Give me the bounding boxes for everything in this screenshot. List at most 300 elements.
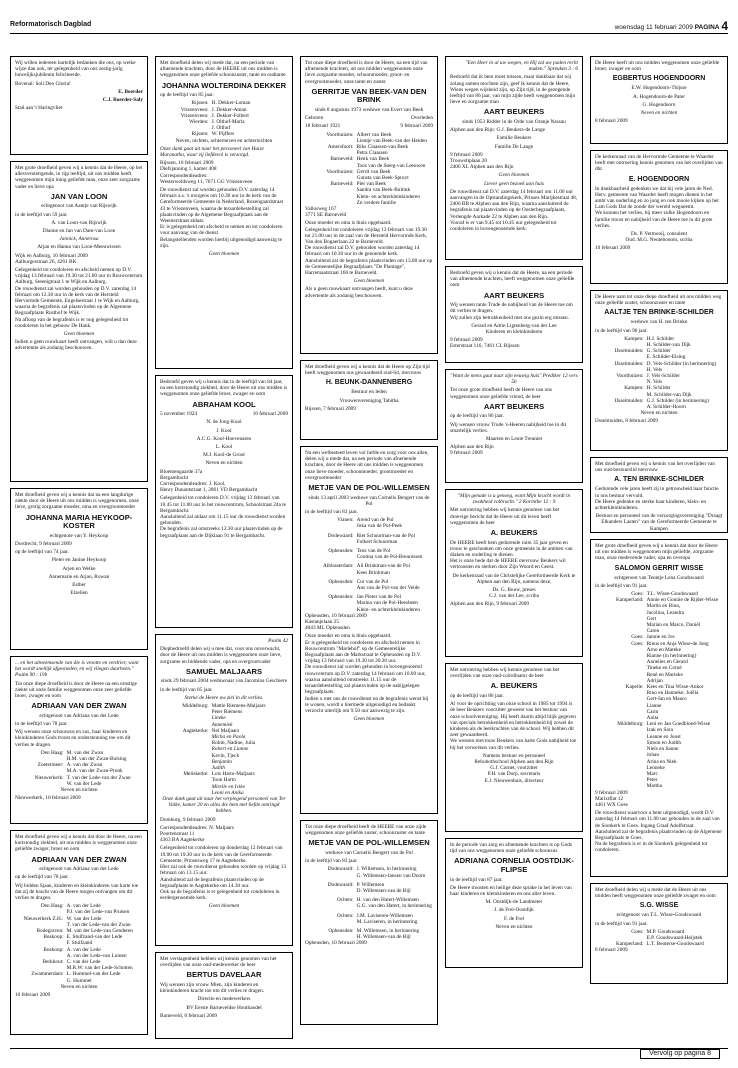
relative-row: Nieuwerkerk Z.H.: W. van der Lede	[23, 915, 102, 922]
ad-intro: Bedroefd geven wij u kennis dat de Heere, na een periode van afnemende krachten, heeft weggenomen onze geliefde oom	[450, 270, 575, 289]
deceased-name: AART BEUKERS	[483, 401, 545, 411]
ad-van-der-zwan-2	[10, 830, 148, 1035]
family-line: G. Hogendoorn	[642, 101, 676, 108]
deceased-name: ADRIAAN VAN DER ZWAN	[31, 854, 127, 864]
date-line	[305, 115, 433, 121]
deceased-name: SALOMON GERRIT WISSE	[614, 564, 704, 572]
relative-row: Nieuwerkerk: T. van der Lede-van der Zwan	[34, 774, 131, 781]
ad-aaltje-ten-brinke	[590, 290, 728, 451]
deceased-name: SAMUËL MALJAARS	[185, 666, 263, 676]
relative-row: Opheusden: Teus van de Pol	[328, 548, 391, 555]
age-line: in de leeftijd van 59 jaar.	[15, 211, 68, 218]
relative-row: Arina en Niek	[646, 758, 677, 765]
ad-body: Gedurende vele jaren heeft zij in getrouwheid haar functie in ons bestuur vervuld. De Heere gedenke en sterke haar kinderen, klein- en achterkleinkinderen.	[595, 486, 719, 512]
ad-body: De HEERE heeft hem gedurende ruim 35 jaar geven en trouw te geschonken om onze gemeente in de ambten van diaken en ouderling te dienen. Het is onze bede dat de HEERE mevrouw Beukers wil vertroosten en sterken door Zijn Woord en Geest.	[450, 539, 573, 571]
ad-intro: Bedroefd geven wij u kennis dat in de leeftijd van 84 jaar, na een kortstondig ziekbed, door de Heere uit ons midden is weggenomen onze geliefde broer, zwager en oom	[160, 379, 288, 398]
relative-row: Klein- en achterkleinkinderen	[356, 606, 420, 613]
age-line: in de leeftijd van 83 jaar.	[305, 509, 358, 516]
family-line: E.W. Hogendoorn-Thijsse	[631, 85, 687, 92]
place: Alphen aan den Rijn:	[450, 127, 496, 134]
place: Nieuwerkerk, 10 februari 2009	[15, 795, 81, 802]
thanks-note: Onze dank gaat uit naar het personeel van Huize Maranatha, waar zij liefdevol is verzorgd.	[160, 145, 264, 159]
bible-verse: "Want de mens gaat naar zijn eeuwig huis" Prediker 12 vers 5b	[450, 373, 578, 386]
ad-body: Onze moeder en oma is thuis opgebaard. Gelegenheid tot condoleren vrijdag 13 februari van 19.30 tot 21.00 uur in de zaal van de Hersteld Hervormde Kerk, Van den Bogaerlaan 22 te Barneveld. De rouwdienst zal D.V. gehouden worden zaterdag 14 februari om 10.30 uur in de genoemde kerk. Aansluitend zal de begrafenis plaatsvinden om 13.00 uur op de Gemeentelijke Begraafplaats "De Plantage", Harremaatstraat 166 te Barneveld.	[305, 220, 433, 277]
relative-row: Dodewaard: J. Willemsen, in herinnering	[327, 866, 417, 873]
ad-body: De rouwdienst zal worden gehouden D.V. zaterdag 14 februari a.s. 's morgens om 10.30 uur in de kerk van de Gereformeerde Gemeente in Nederland, Rozengaardstraat 43 te Vriezenveen, waarna de teraardebestelling zal plaatsvinden op de Algemene Begraafplaats aan de Weemerstraat aldaar. Er is gelegenheid om afscheid te nemen en tot condoleren voor aanvang van de dienst. Belangstellenden worden hierbij uitgenodigd aanwezig te zijn.	[160, 187, 284, 249]
nephews-line: Neven en nichten	[495, 923, 533, 930]
relative-row: Zoetermeer: A. van der Zwan	[37, 762, 103, 769]
nephews-line: Neven en nichten	[205, 460, 243, 467]
relative-row: Middelburg: Leni en Jan Goedbloed-Wisse	[617, 721, 711, 728]
relative-row: IJsselmuiden: D. Vels-Schilder (in herinnering)	[614, 360, 717, 367]
relative-row: Klein- en achterkleinkinderen	[356, 193, 420, 200]
ad-intro: Diepbedroefd delen wij u mee dat, voor ons onverwacht, door de Heere uit ons midden is weggenomen onze lieve, zorgzame en biddende vader, opa en overgrootvader	[160, 646, 282, 665]
age-line: in de leeftijd van 85 jaar.	[160, 686, 213, 693]
age-line: op de leeftijd van 85 jaar.	[160, 92, 214, 99]
family-line: Elzelien	[70, 590, 88, 597]
ad-intro: Met droefheid delen wij mede dat, na een periode van afnemende krachten, door de HEERE uit ons midden is weggenomen onze geliefde schoonzuster, tante en oudtante	[160, 60, 286, 79]
address: Opheusden, 10 februari 2009 Kastanjelaan 25 4043 ML Opheusden	[305, 612, 367, 632]
ad-intro: Tot onze diepe droefheid is door de Heere na een ernstige ziekte uit onze familie weggenomen onze zeer geliefde broer, zwager en oom	[15, 680, 137, 700]
signature: Gerard en Adrie Ligtenberg-van der Lee Kinderen en kleinkinderen	[471, 322, 557, 336]
deceased-name: A. BEUKERS	[490, 528, 538, 538]
relative-row: Niels en Sanne	[646, 746, 679, 753]
relative-row: Izak en Sara	[646, 727, 673, 734]
ad-intro: Tot onze diepe droefheid is door de Heere, na een tijd van afnemende krachten, uit ons midden weggenomen onze lieve zorgzame moeder, schoonmoeder, groot- en overgrootmoeder, onze tante en zuster	[305, 60, 428, 85]
relative-row: Marc	[646, 770, 658, 777]
relative-row: A. Schilder-Hoorn	[646, 404, 686, 411]
relative-row: Opheusden: Cor van de Pol	[328, 578, 389, 585]
relative-row: Gert	[646, 615, 657, 622]
date-line	[305, 123, 433, 129]
relative-row: Ans van de Pol-van der Velde	[356, 585, 420, 592]
relative-row: P.J. van der Lede-van Pruisen	[66, 909, 130, 916]
relative-row: Kamperland: Annie en Gonnie de Rijder-Wisse	[615, 597, 719, 604]
family-line: Familie De Lange	[494, 143, 534, 150]
spouse-line: sinds 29 februari 2004 weduwnaar van Jacomina Geschiere	[160, 678, 288, 685]
relative-row: Opheusden: M. Willemsen, in herinnering	[328, 928, 420, 935]
relative-row: Kevin, Tjeck	[211, 752, 240, 759]
column-2	[155, 56, 293, 1041]
signature: Bestuur en personeel van de verzorgingsvereniging "Draagt Elkanders Lasten" van de Gereformeerde Gemeente te Kampen	[595, 513, 723, 532]
relative-row: Sandra van Beek-Buitink	[356, 187, 411, 194]
relative-row: Lineke	[211, 715, 226, 722]
relative-row: Johan	[646, 752, 659, 759]
family-line: A. van Loon-van Rijswijk	[51, 219, 107, 226]
ad-heykoop-koster	[10, 488, 148, 650]
relative-row: Aagtekerke: Nel Maljaars	[182, 727, 240, 734]
address: Rijssen, 10 februari 2009 Diefsjanning 1, kamer 408 Correspondentieadres: Westerwoldsweg 11, 7671 GG Vriezenveen	[160, 160, 253, 185]
relative-row: Goes: M.P. Goudswaard	[631, 928, 685, 935]
born-date: 18 februari 1921	[305, 123, 341, 130]
age-line: in de leeftijd van 78 jaar.	[15, 721, 68, 728]
ad-body: In dankbaarheid gedenken we dat hij vele jaren de Ned. Herv. gemeente van Waarder heeft mogen dienen in het ambt van ouderling en zo jong en ook mooie kijken op het Lam Gods Dat de zonde der wereld wegneemt. We kunnen het verlies, bij meer zulke Hogendoorn en familie troost en nabijheid van de Heere toe in dit grote verlies.	[595, 185, 719, 229]
deceased-name: METJE VAN DE POL-WILLEMSEN	[308, 838, 430, 848]
bible-verse: Psalm 42	[268, 638, 288, 644]
page-number: 4	[721, 19, 728, 33]
place: 8 februari 2009	[595, 947, 628, 954]
ad-body: De rouwdienst zal D.V. zaterdag 14 februari om 11.00 uur aanvangen in de Opstandingskerk, Prinses Marijkestraat 48, 2406 BB te Alphen aan den Rijn, waarna aansluitend de begrafenis zal plaatsvinden op de Oosterbegraafplaats, Verlengde Aarkade 22 te Alphen aan den Rijn. Vooraf is er van 9.45 tot 10.45 uur gelegenheid tot condoleren in bovengenoemde kerk.	[450, 188, 578, 233]
relative-row: Den Haag: A. van der Lede	[40, 903, 101, 910]
relative-row: E. Schilder-Elsing	[646, 354, 686, 361]
relative-row: Vianen: Arend van de Pol	[337, 517, 394, 524]
ad-body: Wij wensen vrouw Trude 's-Heeren nabijheid toe in dit smartelijk verlies.	[450, 421, 567, 434]
family-line: N. de Jong-Kool	[206, 419, 242, 426]
flowers-note: Geen bloemen	[63, 331, 95, 338]
signature: Ds. P. Vermooij, consulent Oud. M.G. Neutebooom, scriba	[625, 231, 693, 244]
spouse-line: echtgenoot van Adriana van der Lede	[39, 866, 119, 873]
ad-intro: Tot onze diepe droefheid heeft de HEERE van onze zijde weggenomen onze geliefde zuster, schoonzuster en tante	[305, 824, 427, 837]
ad-a-ten-brinke	[590, 457, 728, 533]
ad-samuel-maljaars	[155, 634, 293, 946]
relative-row: Kees Brinkman	[356, 569, 390, 576]
relative-row: Wierden: J. Olthof-Marla	[189, 119, 245, 126]
family-line: Familie Beukers	[496, 135, 532, 142]
relative-row: Arno en Mateke	[646, 646, 682, 653]
relative-row: Voorthuizen: Albert van Beek	[326, 131, 392, 138]
address: Correspondentieadres: N. Maljaars Poortenstraat 11 4363 BA Aagtekerke	[160, 824, 234, 844]
dateline	[614, 19, 728, 33]
ad-body: Gelegenheid tot condoleren op donderdag 12 februari van 19.00 tot 19.30 uur in de kerk van de Gereformeerde Gemeente, Prinsesweg 17 te Aagtekerke. Hier zal ook de rouwdienst gehouden worden op vrijdag 13 februari om 13.15 uur. Aansluitend zal de begrafenis plaatsvinden op de begraafplaats te Aagtekerke om 14.30 uur. Ook na de begrafenis is er gelegenheid tot condoleren in eerdergenoemde kerk.	[160, 845, 287, 902]
relative-row: Zn verdere familie	[356, 199, 397, 206]
age-line: in de leeftijd van 83 jaar.	[305, 858, 358, 865]
deceased-name: H. BEUNK-DANNENBERG	[325, 379, 413, 387]
ad-body: De Heere troosten en heilige deze sprake in het leven van haar kinderen en kleinkinderen en ons aller leven.	[450, 884, 572, 897]
family-line: Esther	[72, 582, 86, 589]
relative-row: Lenneke	[646, 764, 665, 771]
relative-row: Rijssen: W. Pijffers	[191, 131, 235, 138]
relative-row: Annemiek	[211, 721, 233, 728]
relative-row: Robin, Nadine, Julia	[211, 740, 256, 747]
ad-aart-beukers-2	[445, 266, 583, 363]
relative-row: Toon Harto	[211, 777, 236, 784]
relative-row: E.P. Goudswaard-Heijstek	[646, 935, 703, 942]
relative-row: Jacolina, Leandra	[646, 609, 684, 616]
relative-row: Carin	[646, 708, 659, 715]
signature: Directie en medewerkers	[197, 996, 251, 1003]
widow: G.J. Beukers-de Lange	[496, 127, 546, 134]
ad-intro: Tot onze grote droefheid heeft de Heere van ons weggenomen onze geliefde vriend, de heer	[450, 387, 552, 400]
signature: De kerkenraad van de Christelijke Gereformeerde Kerk te Alphen aan den Rijn, namens deze,	[452, 572, 576, 585]
flowers-note: Geen bloemen	[208, 251, 240, 258]
ad-intro: Met ontroering hebben wij kennis genomen van het overlijden van onze oud-coördinator de heer	[450, 667, 560, 680]
flowers-note: Geen bloemen	[353, 716, 385, 723]
relatives-list	[595, 591, 723, 790]
relative-row: M. Schilder-van Dijk	[646, 391, 692, 398]
address: Vallosweg 167 3771 SE Barneveld	[305, 206, 347, 219]
column-5	[590, 56, 728, 1041]
ad-intro: De kerkenraad van de Hervormde Gemeente te Waarder heeft met ontroering kennis genomen van het overlijden van dhr.	[595, 154, 723, 173]
relative-row: Marina van de Pol-Heesbeen	[356, 600, 418, 607]
age-line: in de leeftijd van 87 jaar.	[450, 876, 503, 883]
relative-row: H. Schilder-van Dijk	[646, 342, 691, 349]
relative-row: W. van der Lede	[66, 780, 102, 787]
deceased-name: METJE VAN DE POL-WILLEMSEN	[308, 483, 430, 493]
relative-row: H.M. van der Zwan-Bulsing	[66, 756, 127, 763]
relative-row: N. Vels	[646, 379, 663, 386]
relative-row: Gunsta van Beek-Spruyt	[356, 175, 409, 182]
relative-row: D. Willemsen-van de Bijl	[356, 888, 411, 895]
relative-row: M.R.W. van der Lede-Schotten	[66, 965, 133, 972]
relative-row: A. van der Lede-van Luinen	[66, 952, 127, 959]
ad-intro: Na een welbesteed leven vol liefde en zorg voor ons allen, delen wij u mede dat, na een periode van afnemende krachten, door de Heere uit ons midden is weggenomen onze lieve moeder, schoonmoeder, grootmoeder en overgrootmoeder	[305, 450, 429, 481]
relative-row: Peter	[646, 777, 658, 784]
relative-row: Peter Riemens	[211, 709, 243, 716]
continued-on-page-link[interactable]: Vervolg op pagina 8	[640, 1049, 720, 1059]
ad-metje-van-de-pol-2	[300, 820, 438, 1025]
relative-row: Barneveld: Piet van Beek	[330, 181, 387, 188]
ad-van-der-zwan-1	[10, 656, 148, 824]
deceased-name: EGBERTUS HOGENDOORN	[612, 75, 706, 83]
relative-row: Annelies en Gerard	[646, 659, 688, 666]
ad-egbertus-hogendoorn	[590, 56, 728, 144]
family-line: M.J. Kool-de Groot	[203, 452, 245, 459]
deceased-name: E. HOGENDOORN	[628, 175, 690, 183]
page-footer-rule	[10, 1048, 728, 1049]
relative-row: Ochten: H. van den Hatert-Willemsen	[336, 897, 419, 904]
place: 8 februari 2009	[595, 118, 628, 125]
column-3	[300, 56, 438, 1041]
ad-oostdijk-flipse	[445, 838, 583, 968]
family-line: Dianne en Jan van Dam-van Loon	[42, 228, 116, 235]
bible-verse: "Mijn genade is u genoeg, want Mijn kracht wordt in zwakheid volbracht." 2 Korinthe 12 : 9	[457, 493, 571, 506]
relative-row: Caren	[646, 628, 660, 635]
age-line: in de leeftijd van 90 jaar.	[595, 327, 648, 334]
column-1	[10, 56, 148, 1041]
signature: Bestuur en leden	[351, 389, 387, 396]
relative-row: Barneveld: Henk van Beek	[330, 156, 390, 163]
header-date: woensdag 11 februari 2009	[614, 24, 693, 31]
deceased-name: GERRITJE VAN BEEK-VAN DEN BRINK	[311, 86, 427, 105]
signature: Vrouwenvereniging Tabitha	[339, 397, 399, 404]
relative-row: Tineke en Corné	[646, 665, 682, 672]
relative-row: IJsselmuiden: G. Schilder	[614, 348, 671, 355]
address: Wijk en Aalburg, 10 februari 2009 Aalburgerstraat 26, 4261 BK	[15, 252, 88, 265]
ad-aart-beukers-3	[445, 369, 583, 483]
address: Bloemengaarde 37a Bergambacht Correspondentieadres: J. Kool, Henry Dunantstraat 1, 2861 VD Bergambacht	[160, 468, 258, 494]
died-label: Overleden	[410, 115, 433, 122]
spouse-line: weduwe van H. ten Brinke	[630, 319, 688, 326]
deceased-name: AART BEUKERS	[483, 107, 545, 117]
deceased-name: JAN VAN LOON	[50, 191, 108, 201]
relative-row: Kamperland: L.T. Beuterse-Goudswaard	[615, 941, 704, 948]
place: Opheusden, 10 februari 2009	[305, 940, 367, 947]
spouse-line: echtgenote van Y. Heykoop	[49, 532, 109, 539]
relative-row: Rijssen: H. Dekker-Loman	[191, 100, 251, 107]
age-line: in de leeftijd van 91 jaar.	[595, 582, 648, 589]
nephews-line: Neven en nichten	[640, 110, 678, 117]
relative-row: Marian en Marco, Daniël	[646, 622, 701, 629]
relative-row: Benjamin	[211, 758, 232, 765]
relative-row: Middelburg: Mattie Riemens-Maljaars	[182, 703, 266, 710]
spouse-line: sinds 13 april 2003 weduwe van Cornelis Bengert van de Pol	[308, 494, 430, 507]
ad-body: Wij bidden Sjaan, kinderen en kleinkinderen van harte toe dat zij de kracht van de Heere mogen ontvangen om dit verlies te dragen.	[15, 882, 139, 902]
ad-intro: Met grote droefheid geven wij u kennis dat de Heere, op het allesvernietigende, in rijp leeftijd, uit ons midden heeft weggenomen mijn innig geliefde man, onze zeer zorgzame vader en lieve opa	[15, 165, 143, 190]
bible-verse: ... en het uitneemsende van die is vrootte en verdriet; want het wordt snellijk afgesneden, en wij vliegen daarheen." Psalm 90 : 10b	[15, 660, 139, 679]
ad-gerritje-van-beek	[300, 56, 438, 354]
page-header	[10, 19, 728, 34]
deceased-name: BERTUS DAVELAAR	[186, 970, 262, 980]
relative-row: Amersfoort: Riks Claassen-van Beek	[327, 144, 409, 151]
address: 9 februari 2009 Esterstraat 116, 7461 CL Rijssen	[450, 337, 520, 350]
relative-row: Rianne (in herinnering)	[646, 653, 697, 660]
age-line: op de leeftijd van 86 jaar.	[450, 413, 504, 420]
ad-intro: Met droefheid geven wij u kennis dat door de Heere, na een kortstondig ziekbed, uit ons midden is weggenomen onze geliefde zwager, broer en oom	[15, 834, 142, 853]
ad-text: Bovenal: Soli Deo Gloria!	[15, 80, 71, 87]
relative-row: Anita	[646, 715, 659, 722]
ad-footer: Als u geen rouwkaart ontvangen heeft, kunt u deze advertentie als zodanig beschouwen.	[305, 286, 413, 299]
ad-a-beukers-church	[445, 489, 583, 657]
place: Domburg, 9 februari 2009	[160, 816, 216, 823]
ad-intro: Met grote droefheid geven wij u kennis dat door de Heere uit ons midden is weggenomen mijn geliefde, zorgzame man, onze medevende vader, opa en overopa	[595, 543, 718, 562]
family-line: J. Kool	[216, 427, 232, 434]
relative-row: Vriezenveen: J. Dekker-Aman	[180, 106, 247, 113]
address: 9 februari 2009 Trouwstiplaan 20 2406 XL Alphen aan den Rijn	[450, 151, 514, 171]
relative-row: G. Hummel	[66, 977, 92, 984]
ad-s-g-wisse	[590, 883, 728, 984]
place: Rijssen, 7 februari 2009	[305, 405, 356, 412]
family-line: Arjen en Welke	[62, 565, 96, 572]
relative-row: T. van der Lede-van der Zwan	[66, 921, 131, 928]
signature: Ds. G. Bouw, preses C.J. van der Lee, scriba	[489, 587, 539, 600]
page-label: PAGINA	[694, 24, 720, 31]
ad-body: Al voor de oprichting van onze school in 1985 tot 1994 is de heer Beukers voorzitter geweest van het bestuur van onze schoolvereniging. Hij heeft daarin altijd blijk gegeven van speciale betrokkenheid en betrokkenheid bij zowel de kinderen als de leerkrachten van de school. Wij hebben dit zeer gewaardeerd. We wensen mevrouw Beukers van harte Gods nabijheid toe bij het verwerken van dit verlies.	[450, 701, 577, 751]
place: Alphen aan den Rijn 9 februari 2009	[450, 444, 494, 457]
deceased-name: ADRIAAN VAN DER ZWAN	[31, 701, 127, 711]
relative-row: Kapelle: Kees en Tina Wisse-Ankor	[625, 684, 704, 691]
place: Barneveld, 8 februari 2009	[160, 1012, 218, 1019]
ad-bertus-davelaar	[155, 952, 293, 1039]
relative-row: M.A. van der Zwan-Pronk	[66, 768, 123, 775]
ad-intro: Bedroefd dat ik hem moet missen, maar dankbaar dat wij zolang samen mochten zijn, geef ik kennis dat de Heere, Wiens wegen wijsheid zijn, op Zijn tijd, in de gezegende leeftijd van 86 jaar, van mijn zijde heeft weggenomen mijn lieve en zorgzame man	[450, 74, 576, 106]
nephews-line: Neven en nichten	[60, 983, 98, 990]
relative-row: F. Stuifzand	[66, 940, 93, 947]
relative-row: Mirelle en Ivike	[211, 783, 245, 790]
nephews-line: Neven en nichten	[640, 410, 678, 417]
family-line: Annemarie en Arjan, Rowan	[48, 573, 110, 580]
relative-row: Goes: Rinus en Anja Wisse-de Jong	[631, 640, 709, 647]
flowers-note: Geen bloemen	[208, 903, 240, 910]
died-date: 9 februari 2009	[400, 123, 433, 130]
deceased-name: AART BEUKERS	[483, 290, 545, 300]
relative-row: Voorthuizen: Gerrit van Beek	[326, 168, 391, 175]
place: Dordrecht, 9 februari 2009	[15, 541, 72, 547]
relative-row: Gert-Jan en Mauro	[646, 696, 687, 703]
family-line: J. de Frel-Oostdijk	[494, 907, 534, 914]
relative-row: Rino en Hanneke, Joëlla	[646, 690, 699, 697]
relative-row: Dodewaard: Riet Schuurman-van de Pol	[327, 532, 416, 539]
relative-row: J. Olthof	[211, 125, 231, 132]
relative-row: Lientje van Beek-van der Heiden	[356, 137, 427, 144]
deceased-name: ADRIANA CORNELIA OOSTDIJK-FLIPSE	[454, 856, 574, 874]
relative-row: Robert en Lianne	[211, 746, 249, 753]
flowers-note: Geen bloemen	[498, 172, 530, 179]
relative-row: Toos van de Steeg-van Leeuwen	[356, 162, 426, 169]
deceased-name: AALTJE TEN BRINKE-SCHILDER	[604, 309, 714, 317]
deceased-name: JOHANNA MARIA HEYKOOP-KOSTER	[25, 512, 133, 531]
ad-thanks-boerder	[10, 56, 148, 155]
spouse-line: sinds 8 augustus 1973 weduwe van Evert van Beek	[314, 107, 424, 113]
signature: Maarten en Lenie Treuniet	[485, 436, 543, 443]
signature: Namens bestuur en personeel Rehobothschool Alphen aan den Rijn G.J. Cornet, voorzitter P.H. van Dorp, secretaris E.J. Nieuwenhuis, directeur	[474, 752, 554, 784]
relative-row: H. Willemsen-van de Bijl	[356, 934, 411, 941]
ad-intro: Met droefheid geven wij u kennis dat de Heere op Zijn tijd heeft weggenomen ons gewaardeerd oud-lid, mevrouw	[305, 364, 430, 377]
place: 10 februari 2009	[15, 992, 51, 999]
ad-beunk-dannenberg	[300, 360, 438, 440]
relative-row: M. Laviseren, in herinnering	[356, 918, 418, 925]
deceased-name: ABRAHAM KOOL	[192, 399, 256, 409]
relative-row: Zwammerdam: L. Hummel-van der Lede	[31, 971, 121, 978]
died-date: 10 februari 2009	[252, 411, 288, 418]
ad-intro: Met droefheid geven wij u kennis dat na een langdurige ziekte door de Heere uit ons midden is weggenomen, onze lieve, grotig zorgzame moeder, oma en overgrootmoeder	[15, 492, 139, 511]
ad-body: Gelegenheid tot condoleren en afscheid nemen op D.V. vrijdag 13 februari van 19.30 tot 21.00 uur in Rouwcentrum Aalburg, Steenigtraat 1 te Wijk en Aalburg. De rouwdienst zal worden gehouden op D.V. zaterdag 14 februari om 12.30 uur in de kerk van de Hersteld Hervormde Gemeente, Engelsestraat 1 te Wijk en Aalburg, waarna de begrafenis zal plaatsvinden op de Algemene Begraafplaats Rusthof te Wijk. Na afloop van de begrafenis is er nog gelegenheid tot condoleren in het gebouw De Hank.	[15, 267, 143, 329]
place: IJsselmuiden, 8 februari 2009	[595, 418, 658, 425]
relative-row: Kampen: H. Schilder	[624, 385, 671, 392]
age-line: op de leeftijd van 78 jaar.	[15, 874, 69, 881]
address: 9 februari 2009 Marixtflat 12 4461 WX Goes	[595, 789, 628, 808]
relative-row: Petra Claassen	[356, 150, 388, 157]
family-line: A.C.G. Kool-Hoevenaren	[196, 435, 252, 442]
masthead: Reformatorisch Dagblad	[10, 21, 92, 28]
ad-jan-van-loon	[10, 161, 148, 482]
relative-row: Ochten: J.M. Laviseren-Willemsen	[336, 912, 413, 919]
relative-row: Micha en Paola	[211, 734, 246, 741]
ad-body: Gelegenheid tot condoleren D.V. vrijdag 13 februari van 10.45 tot 11.00 uur in het rouwcentrum, Schoolstraat 24a te Bergambacht. Aansluitend zal aldaar om 11.15 uur de rouwdienst worden gehouden. De begrafenis zal omstreeks 12.30 uur plaatsvinden op de begraafplaats aan de Dijklaan 91 te Bergambacht.	[160, 495, 287, 539]
ad-body: Wij wensen tante Trude de nabijheid van de Heere toe om dit verlies te dragen. Wij zullen zijn betrokkenheid met ons gezin erg missen.	[450, 302, 573, 321]
deceased-name: S.G. WISSE	[639, 902, 679, 910]
ad-intro: Met droefheid geven wij u kennis van het overlijden van ons oud-bestuurslid mevrouw	[595, 461, 715, 474]
family-line: L. Kool	[215, 444, 233, 451]
ad-aart-beukers-1	[445, 56, 583, 260]
family-line: Pieter en Janine Heykoop	[51, 557, 107, 564]
spouse-line: echtgenoot van Teuntje Lena Goudswaard	[614, 574, 704, 581]
relative-row: Vriezenveen: J. Dekker-Folbert	[180, 112, 249, 119]
relative-row: Alblasserdam: Ali Brinkman-van de Pol	[323, 563, 411, 570]
spouse-line: sinds 1953 Ridder in de Orde van Oranje Nassau	[462, 119, 566, 126]
signature: E. Boerder	[118, 88, 143, 95]
relative-row: G.G. van den Hatert, in herinnering	[356, 903, 432, 910]
spouse-line: echtgenoot van Adriana van der Lede	[39, 712, 119, 719]
column-4	[445, 56, 583, 1041]
family-line: M. Oostdijk-de Landmeter	[485, 899, 543, 906]
born-label: Geboren	[305, 115, 324, 122]
ad-intro: De Heere nam tot onze diepe droefheid uit ons midden weg onze geliefde zuster, schoonzuster en tante	[595, 294, 722, 307]
ad-intro: Met verslagenheid hebben wij kennis genomen van het overlijden van onze oud-medewerker de heer	[160, 956, 277, 969]
nephews-line: Neven, nichten, achterneven en achternichten	[175, 137, 273, 144]
relative-row: Kampen: H.J. Schilder	[624, 335, 675, 342]
ad-body: De rouwdienst waarvoor u bent uitgenodigd, wordt D.V. zaterdag 14 februari om 11.00 uur gehouden in de zaal van de Sionkerk te Goes. Ingang Graaf Adolfstraat. Aansluitend zal de begrafenis plaatsvinden op de Algemene Begraafplaats te Goes. Na de begrafenis is er in de Sionkerk gelegenheid tot condoleren.	[595, 810, 722, 854]
relative-row: G. Willemsen-Jansen van Doorn	[356, 872, 426, 879]
spouse-line: echtgenoot van T.L. Wisse-Goudswaard	[616, 912, 702, 919]
deceased-name: A. TEN BRINKE-SCHILDER	[614, 476, 704, 484]
ad-body: Wij wensen zijn vrouw Mien, zijn kinderen en kleinkinderen kracht toe om dit verlies te dragen.	[160, 982, 265, 995]
family-line: A. Hogendoorn-de Pater	[633, 93, 685, 100]
relative-row: Martha	[646, 783, 662, 790]
relative-row: H. Vels	[646, 366, 663, 373]
ad-body: Wij wensen onze schoonzus en zus, haar kinderen en kleinkinderen Gods troost en ondersteuning toe om dit verlies te dragen.	[15, 729, 131, 748]
verse-line: Sterke de Heere uw ziel in dit verlies.	[184, 694, 264, 701]
thanks-note: Onze dank gaat uit naar het verplegend personeel van Ter Valke, kamer 20 en alles die hem met liefde omringd hebben.	[162, 796, 286, 815]
relative-row: Goes: Jannie en Jos	[631, 634, 675, 641]
relative-row: Adrijan	[646, 677, 663, 684]
family-line: Arjan en Hanna van Loon-Meeuwissen	[37, 244, 121, 251]
ad-body: Onze moeder en oma is thuis opgebaard. Er is gelegenheid tot condoleren en afscheid nemen in Rouwcentrum "Marlehof" op de Gemeentelijke Begraafplaats aan de Markstraat te Opheusden op D.V. vrijdag 13 februari van 19.30 tot 20.30 uur. De rouwdienst zal worden gehouden in bovengenoemd rouwcentrum op D.V. zaterdag 14 februari om 10.00 uur, waarna aansluitend omstreeks 11.15 uur de teraardebestelling zal plaatsvinden op de nabijgelegen begraafplaats. Indien u met ons de rouwdienst en de begrafenis wenst bij te wonen, wordt u hiermede uitgenodigd en bedankt verzocht uiterlijk om 9.50 uur aanwezig te zijn.	[305, 633, 429, 714]
ad-footer: Indien u geen rouwkaart heeft ontvangen, wilt u dan deze advertentie als zodanig beschouwen.	[15, 339, 137, 352]
ad-metje-van-de-pol-1	[300, 446, 438, 814]
relative-row: Den Haag: M. van der Zwan	[40, 749, 104, 756]
ad-johanna-dekker	[155, 56, 293, 369]
ad-intro: In de periode van zorg en afnemende krachten is op Gods tijd van ons weggenomen onze geliefde schoonzus	[450, 842, 572, 855]
